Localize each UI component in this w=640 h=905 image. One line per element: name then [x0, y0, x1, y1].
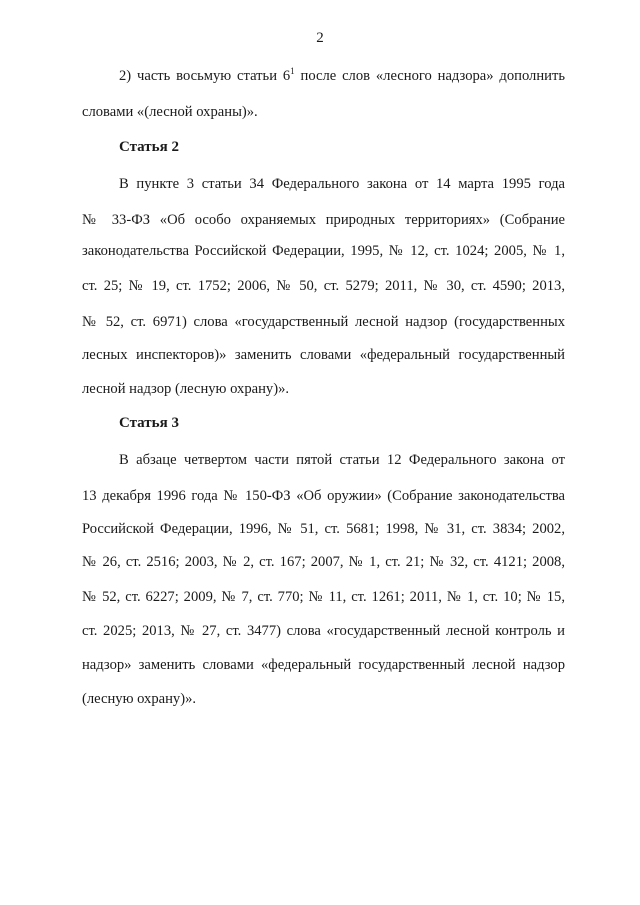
article-heading: Статья 2: [119, 139, 179, 155]
paragraph-line: лесных инспекторов)» заменить словами «федеральный государственный: [82, 347, 565, 363]
page-number: 2: [316, 30, 324, 46]
article-heading: Статья 3: [119, 415, 179, 431]
paragraph-line: Российской Федерации, 1996, № 51, ст. 5681; 1998, № 31, ст. 3834; 2002,: [82, 521, 565, 537]
paragraph-line: № 52, ст. 6227; 2009, № 7, ст. 770; № 11, ст. 1261; 2011, № 1, ст. 10; № 15,: [82, 589, 565, 605]
paragraph-line: В пункте 3 статьи 34 Федерального закона от 14 марта 1995 года: [119, 176, 565, 192]
paragraph-text: 2) часть восьмую статьи 6: [119, 68, 291, 84]
paragraph-line: законодательства Российской Федерации, 1995, № 12, ст. 1024; 2005, № 1,: [82, 243, 565, 259]
paragraph-text: после слов «лесного надзора» дополнить: [294, 68, 565, 84]
paragraph-line: ст. 2025; 2013, № 27, ст. 3477) слова «государственный лесной контроль и: [82, 623, 565, 639]
paragraph-line: № 52, ст. 6971) слова «государственный лесной надзор (государственных: [82, 314, 565, 330]
paragraph-line: (лесную охрану)».: [82, 691, 197, 707]
paragraph-line: № 33-ФЗ «Об особо охраняемых природных территориях» (Собрание: [82, 212, 565, 228]
superscript: 1: [290, 66, 295, 76]
paragraph-line: В абзаце четвертом части пятой статьи 12 Федерального закона от: [119, 452, 565, 468]
paragraph-line: словами «(лесной охраны)».: [82, 104, 258, 120]
paragraph-line: 13 декабря 1996 года № 150-ФЗ «Об оружии» (Собрание законодательства: [82, 488, 565, 504]
paragraph-line: № 26, ст. 2516; 2003, № 2, ст. 167; 2007, № 1, ст. 21; № 32, ст. 4121; 2008,: [82, 554, 565, 570]
paragraph-line: [119, 67, 565, 85]
paragraph-line: лесной надзор (лесную охрану)».: [82, 381, 290, 397]
paragraph-line: надзор» заменить словами «федеральный государственный лесной надзор: [82, 657, 565, 673]
paragraph-line: ст. 25; № 19, ст. 1752; 2006, № 50, ст. 5279; 2011, № 30, ст. 4590; 2013,: [82, 278, 565, 294]
